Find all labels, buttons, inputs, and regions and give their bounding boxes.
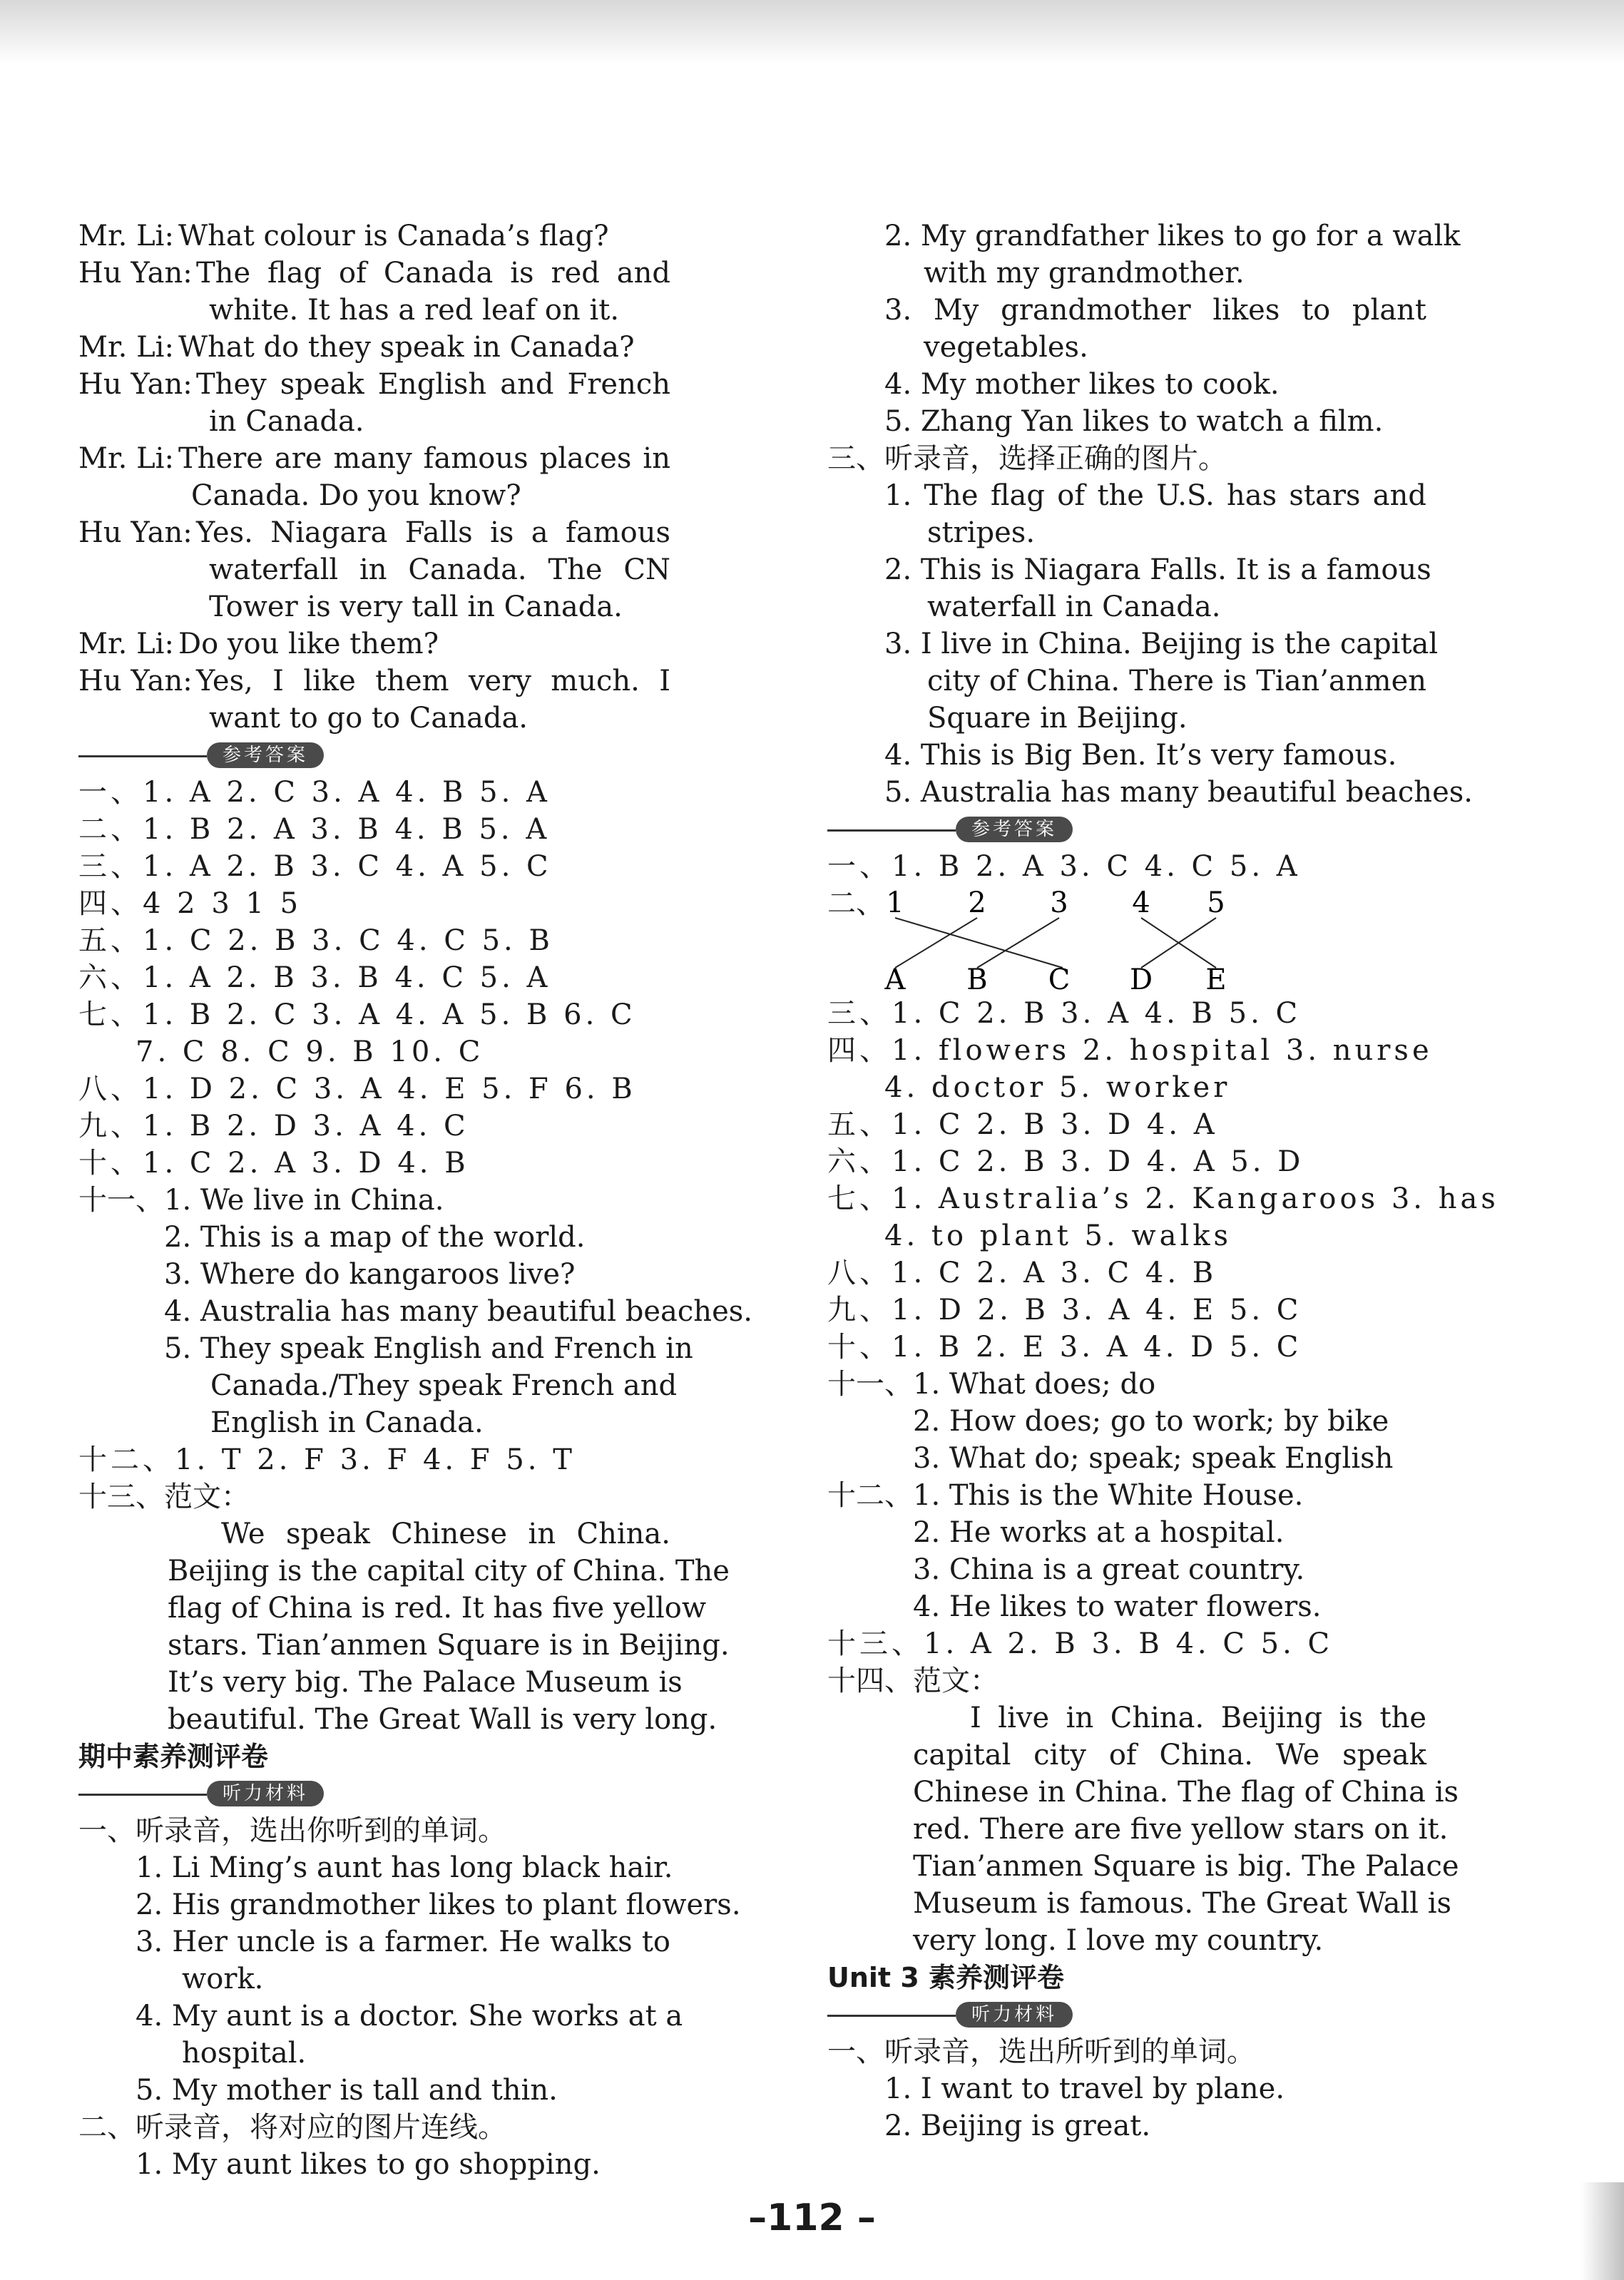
match-line — [895, 918, 1063, 968]
dialogue-line: want to go to Canada. — [209, 702, 528, 735]
exercise-title: 二、听录音，将对应的图片连线。 — [78, 2111, 506, 2144]
essay-line: beautiful. The Great Wall is very long. — [168, 1703, 717, 1736]
speaker-label: Hu Yan: — [78, 257, 193, 290]
section-title: Unit 3 素养测评卷 — [827, 1962, 1064, 1993]
answer-line: 五、1. C 2. B 3. D 4. A — [827, 1108, 1218, 1141]
match-letter: C — [1048, 963, 1071, 992]
transcript-line: 5. Australia has many beautiful beaches. — [884, 776, 1473, 809]
speaker-label: Mr. Li: — [78, 628, 174, 660]
transcript-line: 1. I want to travel by plane. — [884, 2072, 1285, 2105]
answer-line: 六、1. C 2. B 3. D 4. A 5. D — [827, 1145, 1304, 1178]
transcript-line: 3. Her uncle is a farmer. He walks to — [136, 1926, 670, 1958]
answer-sentence: English in Canada. — [210, 1406, 484, 1439]
essay-line: It’s very big. The Palace Museum is — [168, 1666, 683, 1699]
answer-sentence: 1. What does; do — [913, 1368, 1156, 1401]
answer-sentence: Canada./They speak French and — [210, 1369, 678, 1402]
question-label: 十四、范文： — [827, 1665, 999, 1697]
transcript-line: waterfall in Canada. — [927, 591, 1221, 623]
match-line — [977, 918, 1059, 968]
transcript-line: 2. My grandfather likes to go for a walk — [884, 220, 1461, 252]
answer-line: 一、1. A 2. C 3. A 4. B 5. A — [78, 776, 551, 809]
dialogue-line: Tower is very tall in Canada. — [209, 591, 623, 623]
essay-line: very long. I love my country. — [913, 1924, 1324, 1957]
dialogue-line: white. It has a red leaf on it. — [209, 294, 620, 327]
dialogue-line: There are many famous places in — [178, 442, 670, 475]
match-number: 4 — [1132, 886, 1150, 919]
answer-sentence: 4. Australia has many beautiful beaches. — [164, 1295, 752, 1328]
answer-sentence: 5. They speak English and French in — [164, 1332, 693, 1365]
answer-key-tag: 参考答案 — [207, 742, 324, 768]
answer-line: 4. doctor 5. worker — [884, 1071, 1231, 1104]
transcript-line: 4. My mother likes to cook. — [884, 368, 1280, 401]
transcript-line: 1. Li Ming’s aunt has long black hair. — [136, 1851, 673, 1884]
transcript-line: 1. My aunt likes to go shopping. — [136, 2148, 601, 2181]
scan-top-shadow — [0, 0, 1624, 64]
essay-line: Tian’anmen Square is big. The Palace — [913, 1850, 1459, 1883]
essay-line: I live in China. Beijing is the — [970, 1702, 1426, 1734]
speaker-label: Mr. Li: — [78, 220, 174, 252]
essay-line: flag of China is red. It has five yellow — [168, 1592, 707, 1625]
transcript-line: 5. My mother is tall and thin. — [136, 2074, 558, 2107]
transcript-line: 1. The flag of the U.S. has stars and — [884, 479, 1426, 512]
speaker-label: Mr. Li: — [78, 331, 174, 364]
exercise-title: 一、听录音，选出你听到的单词。 — [78, 1814, 506, 1847]
dialogue-line: Canada. Do you know? — [191, 479, 521, 512]
dialogue-line: Yes. Niagara Falls is a famous — [196, 516, 670, 549]
speaker-label: Mr. Li: — [78, 442, 174, 475]
match-letter: A — [884, 963, 906, 992]
transcript-line: 3. My grandmother likes to plant — [884, 294, 1426, 327]
answer-line: 7. C 8. C 9. B 10. C — [136, 1036, 484, 1068]
matching-diagram — [827, 885, 1270, 992]
answer-line: 4. to plant 5. walks — [884, 1220, 1232, 1252]
transcript-line: work. — [182, 1963, 264, 1995]
speaker-label: Hu Yan: — [78, 665, 193, 697]
transcript-line: Square in Beijing. — [927, 702, 1188, 735]
question-label: 十一、 — [78, 1184, 164, 1217]
answer-line: 八、1. C 2. A 3. C 4. B — [827, 1257, 1217, 1289]
answer-sentence: 4. He likes to water flowers. — [913, 1590, 1322, 1623]
listening-divider — [78, 1775, 670, 1812]
answer-sentence: 2. This is a map of the world. — [164, 1221, 586, 1254]
dialogue-line: Yes, I like them very much. I — [196, 665, 670, 697]
question-label: 十三、范文： — [78, 1481, 250, 1513]
dialogue-line: waterfall in Canada. The CN — [209, 553, 670, 586]
listening-tag: 听力材料 — [956, 2002, 1073, 2028]
match-number: 5 — [1207, 886, 1225, 919]
answer-sentence: 2. How does; go to work; by bike — [913, 1405, 1389, 1438]
transcript-line: stripes. — [927, 516, 1036, 549]
transcript-line: vegetables. — [924, 331, 1088, 364]
answer-line: 八、1. D 2. C 3. A 4. E 5. F 6. B — [78, 1073, 636, 1105]
answer-sentence: 1. We live in China. — [164, 1184, 444, 1217]
answer-line: 七、1. Australia’s 2. Kangaroos 3. has — [827, 1182, 1499, 1215]
transcript-line: hospital. — [182, 2037, 307, 2070]
essay-line: Museum is famous. The Great Wall is — [913, 1887, 1452, 1920]
answer-line: 七、1. B 2. C 3. A 4. A 5. B 6. C — [78, 998, 636, 1031]
answer-line: 五、1. C 2. B 3. C 4. C 5. B — [78, 924, 553, 957]
essay-line: red. There are five yellow stars on it. — [913, 1813, 1449, 1846]
answer-sentence: 3. China is a great country. — [913, 1553, 1305, 1586]
answer-line: 三、1. C 2. B 3. A 4. B 5. C — [827, 997, 1302, 1030]
section-title: 期中素养测评卷 — [78, 1741, 269, 1772]
answer-line: 六、1. A 2. B 3. B 4. C 5. A — [78, 961, 551, 994]
answer-line: 二、1. B 2. A 3. B 4. B 5. A — [78, 813, 551, 846]
speaker-label: Hu Yan: — [78, 368, 193, 401]
answer-key-tag: 参考答案 — [956, 817, 1073, 842]
dialogue-line: They speak English and French — [196, 368, 670, 401]
essay-line: Chinese in China. The flag of China is — [913, 1776, 1459, 1809]
exercise-title: 一、听录音，选出所听到的单词。 — [827, 2035, 1255, 2068]
match-line — [895, 918, 977, 968]
transcript-line: 4. My aunt is a doctor. She works at a — [136, 2000, 683, 2033]
answer-key-divider — [827, 811, 1426, 848]
listening-tag: 听力材料 — [207, 1781, 324, 1806]
essay-line: Beijing is the capital city of China. The — [168, 1555, 730, 1588]
question-label: 十二、 — [827, 1479, 913, 1512]
answer-key-divider — [78, 737, 670, 774]
match-letter: B — [966, 963, 988, 992]
transcript-line: 2. Beijing is great. — [884, 2110, 1151, 2142]
match-letter: D — [1129, 963, 1153, 992]
answer-line: 四、4 2 3 1 5 — [78, 887, 302, 920]
match-number: 1 — [886, 886, 904, 919]
transcript-line: 3. I live in China. Beijing is the capital — [884, 628, 1439, 660]
answer-line: 九、1. D 2. B 3. A 4. E 5. C — [827, 1294, 1302, 1326]
dialogue-line: What colour is Canada’s flag? — [178, 220, 609, 252]
dialogue-line: The flag of Canada is red and — [196, 257, 670, 290]
answer-line: 一、1. B 2. A 3. C 4. C 5. A — [827, 850, 1301, 883]
answer-sentence: 3. What do; speak; speak English — [913, 1442, 1394, 1475]
listening-divider — [827, 1996, 1426, 2033]
answer-sentence: 2. He works at a hospital. — [913, 1516, 1285, 1549]
question-label: 十一、 — [827, 1368, 913, 1401]
dialogue-line: in Canada. — [209, 405, 364, 438]
transcript-line: 4. This is Big Ben. It’s very famous. — [884, 739, 1397, 772]
answer-line: 十、1. B 2. E 3. A 4. D 5. C — [827, 1331, 1302, 1364]
answer-line: 四、1. flowers 2. hospital 3. nurse — [827, 1034, 1433, 1067]
match-number: 3 — [1050, 886, 1068, 919]
essay-line: capital city of China. We speak — [913, 1739, 1426, 1772]
answer-sentence: 1. This is the White House. — [913, 1479, 1304, 1512]
essay-line: We speak Chinese in China. — [221, 1518, 670, 1550]
match-number: 2 — [968, 886, 986, 919]
answer-sentence: 3. Where do kangaroos live? — [164, 1258, 576, 1291]
essay-line: stars. Tian’anmen Square is in Beijing. — [168, 1629, 730, 1662]
match-letter: E — [1205, 963, 1227, 992]
transcript-line: with my grandmother. — [924, 257, 1245, 290]
dialogue-line: Do you like them? — [178, 628, 439, 660]
speaker-label: Hu Yan: — [78, 516, 193, 549]
transcript-line: 2. His grandmother likes to plant flowers. — [136, 1888, 741, 1921]
answer-line: 十二、1. T 2. F 3. F 4. F 5. T — [78, 1443, 576, 1476]
transcript-line: 2. This is Niagara Falls. It is a famous — [884, 553, 1431, 586]
transcript-line: 5. Zhang Yan likes to watch a film. — [884, 405, 1384, 438]
page-number: –112 – — [748, 2197, 876, 2239]
answer-line: 三、1. A 2. B 3. C 4. A 5. C — [78, 850, 552, 883]
question-label: 二、 — [827, 887, 884, 920]
exercise-title: 三、听录音，选择正确的图片。 — [827, 442, 1227, 475]
transcript-line: city of China. There is Tian’anmen — [927, 665, 1426, 697]
answer-line: 十、1. C 2. A 3. D 4. B — [78, 1147, 469, 1180]
dialogue-line: What do they speak in Canada? — [178, 331, 635, 364]
answer-line: 十三、1. A 2. B 3. B 4. C 5. C — [827, 1627, 1334, 1660]
answer-line: 九、1. B 2. D 3. A 4. C — [78, 1110, 469, 1142]
